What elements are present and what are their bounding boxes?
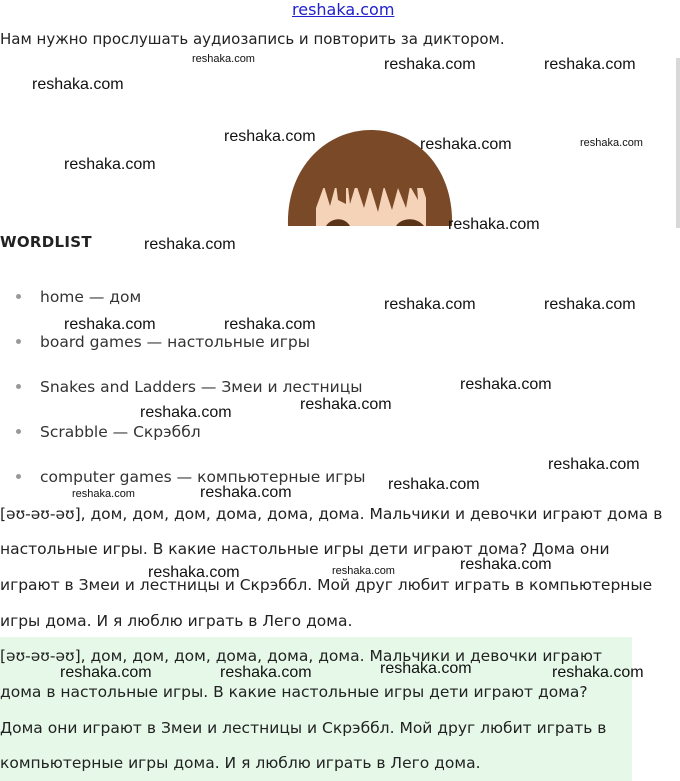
watermark: reshaka.com: [580, 137, 643, 149]
bullet-icon: [16, 294, 21, 299]
watermark: reshaka.com: [72, 488, 135, 500]
watermark: reshaka.com: [140, 404, 232, 421]
bullet-icon: [16, 384, 21, 389]
watermark: reshaka.com: [220, 664, 312, 681]
watermark: reshaka.com: [544, 296, 636, 313]
watermark: reshaka.com: [60, 664, 152, 681]
watermark: reshaka.com: [144, 236, 236, 253]
watermark: reshaka.com: [200, 484, 292, 501]
watermark: reshaka.com: [552, 664, 644, 681]
intro-text: Нам нужно прослушать аудиозапись и повторить за диктором.: [0, 30, 505, 48]
watermark: reshaka.com: [548, 456, 640, 473]
wordlist-item: [16, 288, 141, 306]
watermark: reshaka.com: [544, 56, 636, 73]
wordlist-item: [16, 333, 310, 351]
watermark: reshaka.com: [388, 476, 480, 493]
transcript-line: [əʊ-əʊ-əʊ], дом, дом, дом, дома, дома, дома. Мальчики и девочки играют дома в: [0, 505, 663, 523]
wordlist-item: [16, 423, 201, 441]
watermark: reshaka.com: [148, 564, 240, 581]
watermark: reshaka.com: [224, 316, 316, 333]
transcript-line: настольные игры. В какие настольные игры дети играют дома? Дома они: [0, 540, 610, 558]
watermark: reshaka.com: [192, 53, 255, 65]
watermark: reshaka.com: [420, 136, 512, 153]
site-link[interactable]: reshaka.com: [292, 0, 395, 19]
watermark: reshaka.com: [332, 565, 395, 577]
watermark: reshaka.com: [448, 216, 540, 233]
watermark: reshaka.com: [460, 556, 552, 573]
highlighted-line: [əʊ-əʊ-əʊ], дом, дом, дом, дома, дома, дома. Мальчики и девочки играют: [0, 647, 602, 665]
watermark: reshaka.com: [384, 56, 476, 73]
wordlist-item-text: Scrabble — Скрэббл: [40, 423, 201, 441]
wordlist-item: [16, 378, 363, 396]
watermark: reshaka.com: [460, 376, 552, 393]
bullet-icon: [16, 474, 21, 479]
watermark: reshaka.com: [64, 156, 156, 173]
wordlist-title: WORDLIST: [0, 233, 92, 251]
wordlist-item-text: Snakes and Ladders — Змеи и лестницы: [40, 378, 363, 396]
bullet-icon: [16, 339, 21, 344]
wordlist-item-text: home — дом: [40, 288, 142, 306]
watermark: reshaka.com: [300, 396, 392, 413]
transcript-line: игры дома. И я люблю играть в Лего дома.: [0, 612, 353, 630]
bullet-icon: [16, 429, 21, 434]
watermark: reshaka.com: [380, 660, 472, 677]
scrollbar-divider: [676, 58, 680, 228]
transcript-line: играют в Змеи и лестницы и Скрэббл. Мой друг любит играть в компьютерные: [0, 576, 653, 594]
highlighted-line: дома в настольные игры. В какие настольные игры дети играют дома?: [0, 683, 588, 701]
wordlist-item-text: computer games — компьютерные игры: [40, 468, 366, 486]
watermark: reshaka.com: [64, 316, 156, 333]
watermark: reshaka.com: [224, 128, 316, 145]
highlighted-line: Дома они играют в Змеи и лестницы и Скрэббл. Мой друг любит играть в: [0, 719, 607, 737]
watermark: reshaka.com: [32, 76, 124, 93]
watermark: reshaka.com: [384, 296, 476, 313]
highlighted-line: компьютерные игры дома. И я люблю играть в Лего дома.: [0, 754, 481, 772]
wordlist-item-text: board games — настольные игры: [40, 333, 310, 351]
wordlist-item: [16, 468, 365, 486]
